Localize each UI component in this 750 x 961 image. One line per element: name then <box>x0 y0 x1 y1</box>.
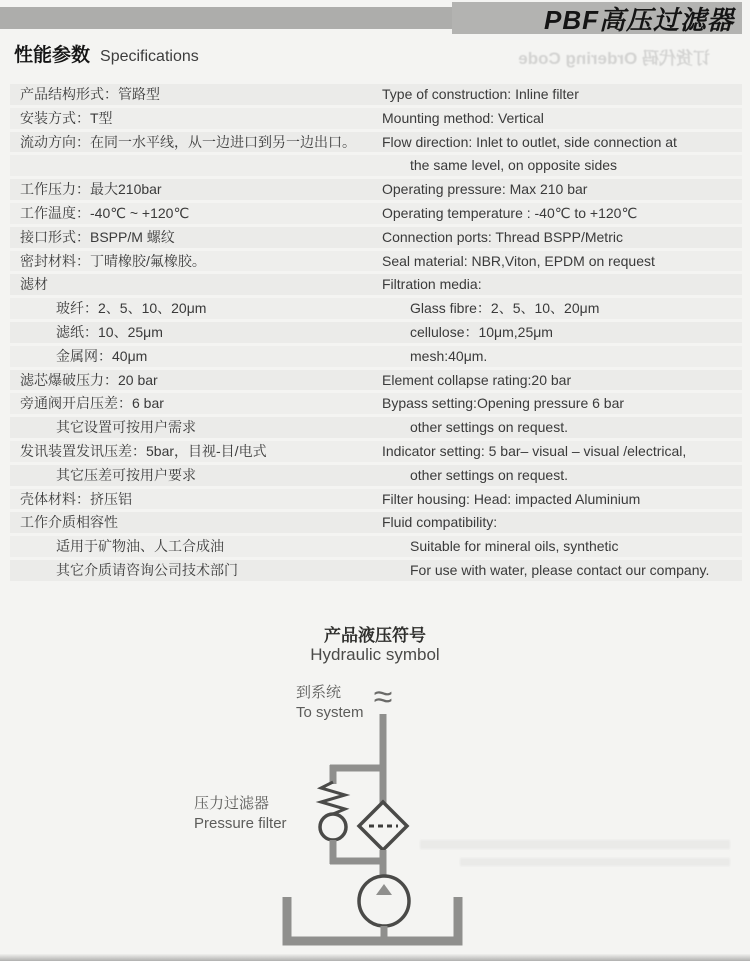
spec-zh: 金属网：40μm <box>56 347 148 364</box>
pump-icon <box>359 876 409 926</box>
spring-icon <box>321 782 345 814</box>
spec-en: Bypass setting:Opening pressure 6 bar <box>382 395 625 412</box>
spec-row <box>10 417 742 441</box>
section-title-zh: 性能参数 <box>14 45 91 66</box>
spec-row <box>10 227 742 251</box>
spec-zh: 滤纸：10、25μm <box>56 323 163 340</box>
pressure-filter-label-zh: 压力过滤器 <box>194 795 270 812</box>
spec-zh: 滤芯爆破压力：20 bar <box>20 371 158 388</box>
spec-row <box>10 203 742 227</box>
spec-en: other settings on request. <box>410 419 568 436</box>
spec-en: Seal material: NBR,Viton, EPDM on request <box>382 252 655 269</box>
diagram-title-zh: 产品液压符号 <box>324 626 426 645</box>
spec-en: Operating temperature : -40℃ to +120℃ <box>382 204 638 221</box>
spec-en: cellulose：10μm,25μm <box>410 323 553 340</box>
spec-en: Indicator setting: 5 bar– visual – visual /electrical, <box>382 442 687 459</box>
spec-zh: 工作温度：-40℃ ~ +120℃ <box>20 204 190 221</box>
specifications-table <box>10 84 742 584</box>
spec-en: Filter housing: Head: impacted Aluminium <box>382 490 641 507</box>
spec-row <box>10 274 742 298</box>
spec-en: Glass fibre：2、5、10、20μm <box>410 300 600 317</box>
spec-row <box>10 322 742 346</box>
spec-row <box>10 489 742 513</box>
spec-zh <box>10 155 382 176</box>
spec-en: Mounting method: Vertical <box>382 109 544 126</box>
spec-row <box>10 465 742 489</box>
spec-en: Flow direction: Inlet to outlet, side connection at <box>382 133 677 150</box>
spec-zh: 旁通阀开启压差：6 bar <box>20 395 164 412</box>
spec-zh: 其它介质请咨询公司技术部门 <box>56 561 238 578</box>
spec-zh: 玻纤：2、5、10、20μm <box>56 300 207 317</box>
spec-en: Suitable for mineral oils, synthetic <box>410 538 619 555</box>
spec-row <box>10 108 742 132</box>
spec-zh: 流动方向：在同一水平线，从一边进口到另一边出口。 <box>20 133 356 150</box>
spec-row <box>10 393 742 417</box>
hydraulic-symbol-section <box>0 613 750 961</box>
spec-row <box>10 251 742 275</box>
spec-zh: 工作介质相容性 <box>20 514 118 531</box>
spec-zh: 其它设置可按用户需求 <box>56 419 196 436</box>
line-break-icon: ≈ <box>373 678 393 716</box>
ghost-ordering-code-text: 订货代码 Ordering Code <box>518 49 710 68</box>
spec-zh: 壳体材料：挤压铝 <box>20 490 132 507</box>
spec-en: Type of construction: Inline filter <box>382 86 579 102</box>
spec-row <box>10 155 742 179</box>
page-bottom-edge <box>0 954 750 961</box>
spec-row <box>10 512 742 536</box>
diagram-title-en: Hydraulic symbol <box>310 645 440 664</box>
spec-row <box>10 298 742 322</box>
spec-zh: 安装方式：T型 <box>20 109 113 126</box>
header-title-bar <box>452 2 742 34</box>
pressure-filter-label-en: Pressure filter <box>194 815 287 832</box>
to-system-label-zh: 到系统 <box>296 684 342 701</box>
to-system-label-en: To system <box>296 704 364 721</box>
spec-en: the same level, on opposite sides <box>410 157 618 174</box>
spec-zh: 密封材料：丁晴橡胶/氟橡胶。 <box>20 252 206 269</box>
spec-row <box>10 179 742 203</box>
bypass-valve-icon <box>320 814 346 840</box>
spec-zh: 发讯装置发讯压差：5bar，目视-目/电式 <box>20 442 267 459</box>
spec-en: Filtration media: <box>382 276 482 293</box>
spec-en: mesh:40μm. <box>410 347 488 364</box>
spec-zh: 工作压力：最大210bar <box>20 181 162 198</box>
spec-row <box>10 560 742 584</box>
spec-row <box>10 370 742 394</box>
spec-en: other settings on request. <box>410 466 568 483</box>
spec-zh: 滤材 <box>20 276 48 293</box>
spec-en: Operating pressure: Max 210 bar <box>382 181 588 198</box>
spec-row <box>10 84 742 108</box>
spec-row <box>10 441 742 465</box>
section-heading <box>14 40 199 67</box>
spec-zh: 接口形式：BSPP/M 螺纹 <box>20 228 175 245</box>
spec-en: Connection ports: Thread BSPP/Metric <box>382 228 623 245</box>
spec-en: For use with water, please contact our company. <box>410 561 710 578</box>
page-title: PBF高压过滤器 <box>543 4 734 35</box>
spec-row <box>10 536 742 560</box>
section-title-en: Specifications <box>100 48 199 65</box>
spec-row <box>10 132 742 156</box>
spec-en: Element collapse rating:20 bar <box>382 371 572 388</box>
spec-row <box>10 346 742 370</box>
spec-zh: 适用于矿物油、人工合成油 <box>56 538 224 555</box>
spec-zh: 产品结构形式：管路型 <box>20 86 160 102</box>
hydraulic-schematic <box>0 613 750 961</box>
spec-en: Fluid compatibility: <box>382 514 498 531</box>
spec-zh: 其它压差可按用户要求 <box>56 466 196 483</box>
